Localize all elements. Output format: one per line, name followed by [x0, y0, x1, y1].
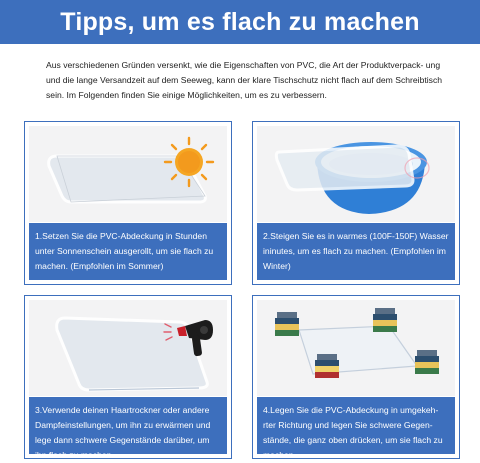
tip-card-dryer	[24, 295, 232, 459]
tip-image-water	[257, 126, 455, 222]
tip-caption-2: 2.Steigen Sie es in warmes (100F-150F) Wasser ininutes, um es flach zu machen. (Empfohlen im Winter)	[257, 223, 455, 280]
tip-image-books	[257, 300, 455, 396]
page-title: Tipps, um es flach zu machen	[60, 7, 420, 36]
sun-icon	[165, 138, 213, 186]
pvc-sheet	[276, 146, 413, 190]
tip-image-sun	[29, 126, 227, 222]
intro-text: Aus verschiedenen Gründen versenkt, wie die Eigenschaften von PVC, die Art der Produktverpack- ung und die lange Versandzeit auf dem Seeweg, kann der klare Tischschutz nicht flach auf dem Schreibtisch sein. Im Folgenden finden Sie einige Möglichkeiten, um es zu verbessern.	[46, 60, 443, 100]
tip-card-sun	[24, 121, 232, 285]
tip-image-dryer	[29, 300, 227, 396]
tip-caption-4: 4.Legen Sie die PVC-Abdeckung in umgekeh- rter Richtung und legen Sie schwere Gegen- stände, die ganz oben drücken, um sie flach zu machen	[257, 397, 455, 454]
tip-card-books	[252, 295, 460, 459]
tip-caption-1: 1.Setzen Sie die PVC-Abdeckung in Stunden unter Sonnenschein ausgerollt, um sie flach zu machen. (Empfohlen im Sommer)	[29, 223, 227, 280]
title-banner	[0, 0, 480, 44]
tip-caption-3: 3.Verwende deinen Haartrockner oder andere Dampfeinstellungen, um ihn zu erwärmen und lege dann schwere Gegenstände darüber, um ihn flach zu machen	[29, 397, 227, 454]
tip-card-water	[252, 121, 460, 285]
